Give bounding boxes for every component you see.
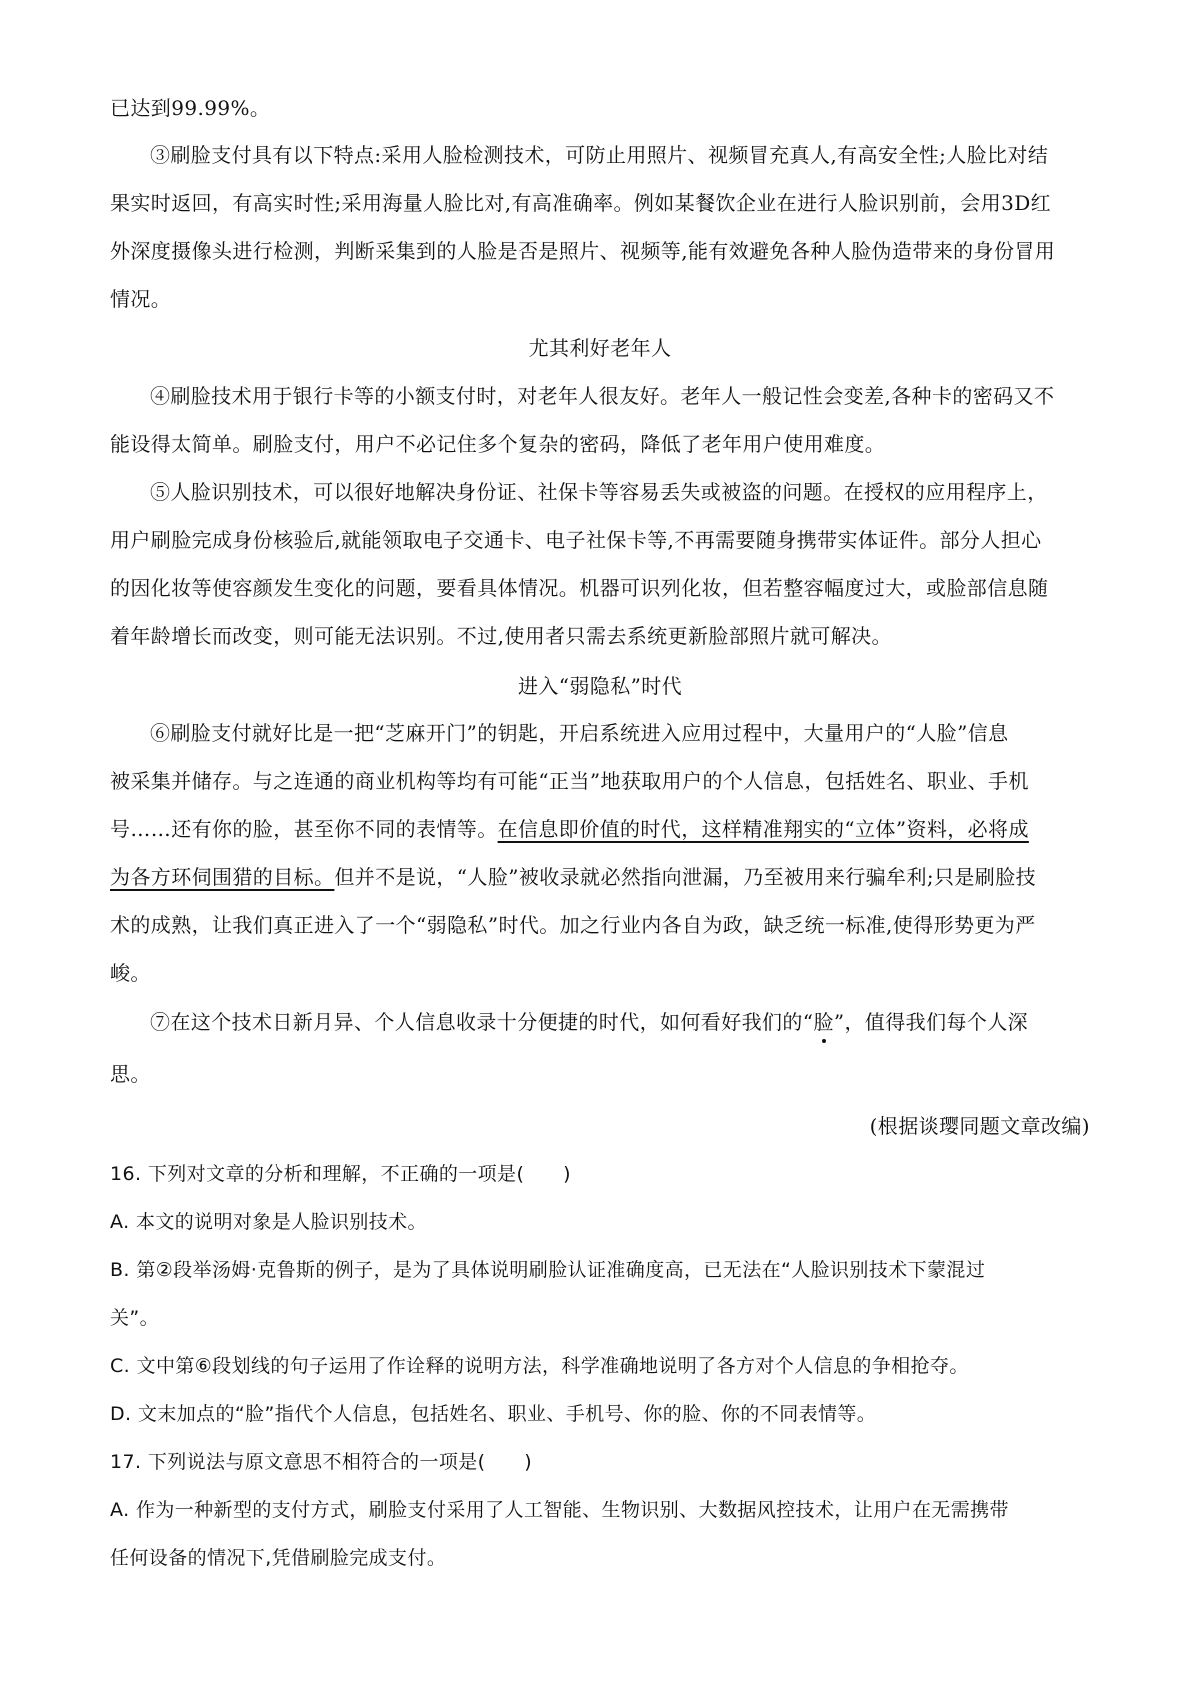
section-heading-weak-privacy: 进入“弱隐私”时代 (517, 674, 683, 698)
question-17-option-a-line-1: A. 作为一种新型的支付方式，刷脸支付采用了人工智能、生物识别、大数据风控技术，让用户在无需携带 (110, 1499, 1009, 1521)
paragraph-6-line-2: 被采集并储存。与之连通的商业机构等均有可能“正当”地获取用户的个人信息，包括姓名、职业、手机 (110, 769, 1029, 793)
section-heading-elderly: 尤其利好老年人 (528, 336, 672, 360)
paragraph-7-line-1 (150, 1010, 1028, 1034)
paragraph-3-line-1: ③刷脸支付具有以下特点:采用人脸检测技术，可防止用照片、视频冒充真人,有高安全性;人脸比对结 (150, 143, 1049, 167)
paragraph-4-line-2: 能设得太简单。刷脸支付，用户不必记住多个复杂的密码，降低了老年用户使用难度。 (110, 432, 886, 456)
paragraph-6-line-5: 术的成熟，让我们真正进入了一个“弱隐私”时代。加之行业内各自为政，缺乏统一标准,使得形势更为严 (110, 913, 1036, 937)
paragraph-6-line-6: 峻。 (110, 961, 151, 985)
plain-text: 号……还有你的脸，甚至你不同的表情等。 (110, 817, 498, 841)
question-16-option-c: C. 文中第⑥段划线的句子运用了作诠释的说明方法，科学准确地说明了各方对个人信息的争相抢夺。 (110, 1355, 969, 1377)
paragraph-5-line-1: ⑤人脸识别技术，可以很好地解决身份证、社保卡等容易丢失或被盗的问题。在授权的应用程序上， (150, 480, 1048, 504)
paragraph-6-line-3 (110, 817, 1029, 841)
paragraph-7-line-2: 思。 (110, 1062, 151, 1086)
dotted-word (813, 1010, 833, 1034)
question-16-option-b-line-2: 关”。 (110, 1307, 160, 1329)
question-16-option-b-line-1: B. 第②段举汤姆·克鲁斯的例子，是为了具体说明刷脸认证准确度高，已无法在“人脸识别技术下蒙混过 (110, 1259, 986, 1281)
source-note: (根据谈璎同题文章改编) (869, 1114, 1090, 1138)
paragraph-6-line-1: ⑥刷脸支付就好比是一把“芝麻开门”的钥匙，开启系统进入应用过程中，大量用户的“人脸”信息 (150, 721, 1009, 745)
paragraph-4-line-1: ④刷脸技术用于银行卡等的小额支付时，对老年人很友好。老年人一般记性会变差,各种卡的密码又不 (150, 384, 1055, 408)
paragraph-2-tail: 已达到99.99%。 (110, 96, 271, 120)
dotted-char: 脸 (813, 1010, 834, 1034)
underlined-sentence-part-1: 在信息即价值的时代，这样精准翔实的“立体”资料，必将成 (497, 817, 1029, 841)
question-17-option-a-line-2: 任何设备的情况下,凭借刷脸完成支付。 (110, 1547, 447, 1569)
paragraph-6-line-4 (110, 865, 1036, 889)
plain-text: 但并不是说，“人脸”被收录就必然指向泄漏，乃至被用来行骗牟利;只是刷脸技 (334, 865, 1036, 889)
question-17-stem: 17. 下列说法与原文意思不相符合的一项是( ) (110, 1451, 533, 1473)
underlined-sentence-part-2: 为各方环伺围猎的目标。 (110, 865, 335, 889)
emphasis-dot (822, 1039, 826, 1043)
paragraph-3-line-3: 外深度摄像头进行检测，判断采集到的人脸是否是照片、视频等,能有效避免各种人脸伪造带来的身份冒用 (110, 239, 1056, 263)
plain-text: ⑦在这个技术日新月异、个人信息收录十分便捷的时代，如何看好我们的“ (150, 1010, 814, 1034)
question-16-option-a: A. 本文的说明对象是人脸识别技术。 (110, 1211, 427, 1233)
question-16-option-d: D. 文末加点的“脸”指代个人信息，包括姓名、职业、手机号、你的脸、你的不同表情等。 (110, 1403, 877, 1425)
plain-text: ”，值得我们每个人深 (833, 1010, 1029, 1034)
paragraph-5-line-2: 用户刷脸完成身份核验后,就能领取电子交通卡、电子社保卡等,不再需要随身携带实体证件。部分人担心 (110, 528, 1042, 552)
question-16-stem: 16. 下列对文章的分析和理解，不正确的一项是( ) (110, 1163, 571, 1185)
paragraph-3-line-4: 情况。 (110, 287, 172, 311)
paragraph-3-line-2: 果实时返回，有高实时性;采用海量人脸比对,有高准确率。例如某餐饮企业在进行人脸识别前，会用3D红 (110, 191, 1052, 215)
paragraph-5-line-4: 着年龄增长而改变，则可能无法识别。不过,使用者只需去系统更新脸部照片就可解决。 (110, 624, 892, 648)
paragraph-5-line-3: 的因化妆等使容颜发生变化的问题，要看具体情况。机器可识列化妆，但若整容幅度过大，或脸部信息随 (110, 576, 1049, 600)
